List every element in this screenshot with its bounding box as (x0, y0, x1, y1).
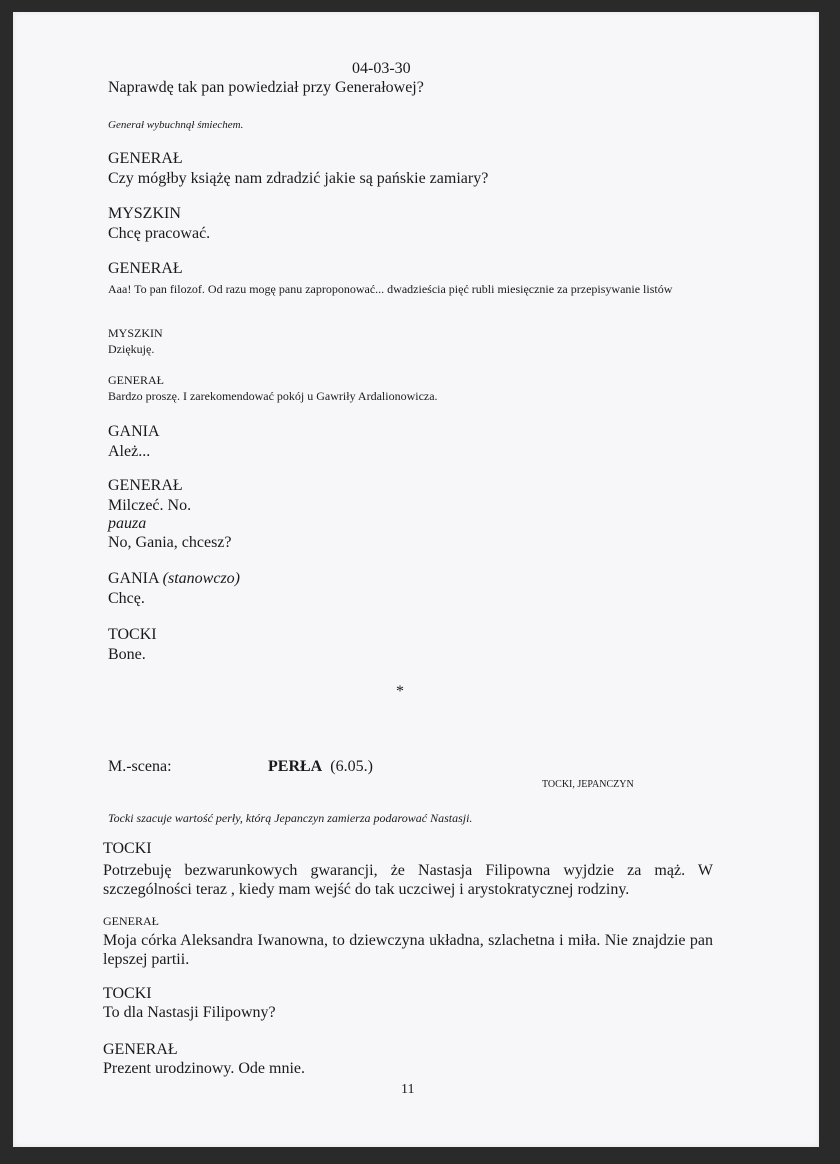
scene-number: (6.05.) (330, 758, 373, 775)
speaker-name: MYSZKIN (108, 326, 163, 340)
scene-title-text: PERŁA (268, 758, 323, 775)
dialogue-line: No, Gania, chcesz? (108, 534, 232, 551)
speaker-name: GENERAŁ (108, 373, 164, 387)
scene-characters: TOCKI, JEPANCZYN (542, 779, 634, 790)
dialogue-line: Aaa! To pan filozof. Od razu mogę panu zaproponować... dwadzieścia pięć rubli miesięcznie za przepisywanie listów (108, 282, 673, 296)
speaker-name: TOCKI (108, 626, 157, 643)
page-date: 04-03-30 (352, 60, 411, 77)
speaker-name: GANIA (108, 423, 160, 440)
speaker-name-text: GANIA (108, 570, 159, 587)
scene-label: M.-scena: (108, 758, 172, 775)
stage-direction: (stanowczo) (162, 570, 240, 587)
dialogue-line: To dla Nastasji Filipowny? (103, 1004, 276, 1021)
scene-title (268, 758, 373, 776)
speaker-name: GENERAŁ (103, 1041, 178, 1058)
dialogue-line: Ależ... (108, 443, 151, 460)
dialogue-line: Potrzebuję bezwarunkowych gwarancji, że Nastasja Filipowna wyjdzie za mąż. W szczególności teraz , kiedy mam wejść do tak uczciwej i arystokratycznej rodziny. (103, 862, 713, 898)
speaker-name: GENERAŁ (108, 477, 183, 494)
speaker-name: GENERAŁ (103, 914, 159, 928)
speaker-name: GENERAŁ (108, 150, 183, 167)
page-number: 11 (401, 1082, 415, 1097)
dialogue-line: Moja córka Aleksandra Iwanowna, to dziewczyna układna, szlachetna i miła. Nie znajdzie pan lepszej partii. (103, 932, 713, 968)
speaker-name: GENERAŁ (108, 260, 183, 277)
dialogue-line: Dziękuję. (108, 342, 155, 356)
dialogue-line: Prezent urodzinowy. Ode mnie. (103, 1060, 306, 1077)
dialogue-line: Bardzo proszę. I zarekomendować pokój u Gawriły Ardalionowicza. (108, 389, 438, 403)
stage-direction: pauza (108, 515, 147, 532)
speaker-name (108, 570, 240, 588)
stage-direction: Tocki szacuje wartość perły, którą Jepanczyn zamierza podarować Nastasji. (108, 811, 473, 825)
dialogue-line: Bone. (108, 646, 146, 663)
speaker-name: MYSZKIN (108, 205, 181, 222)
dialogue-line: Czy mógłby książę nam zdradzić jakie są pańskie zamiary? (108, 170, 489, 187)
dialogue-line: Naprawdę tak pan powiedział przy Generałowej? (108, 79, 424, 96)
speaker-name: TOCKI (103, 985, 152, 1002)
dialogue-line: Chcę pracować. (108, 225, 211, 242)
speaker-name: TOCKI (103, 840, 152, 857)
stage-direction: Generał wybuchnął śmiechem. (108, 119, 244, 131)
dialogue-line: Milczeć. No. (108, 497, 192, 514)
dialogue-line: Chcę. (108, 590, 145, 607)
scene-separator: * (396, 683, 404, 700)
